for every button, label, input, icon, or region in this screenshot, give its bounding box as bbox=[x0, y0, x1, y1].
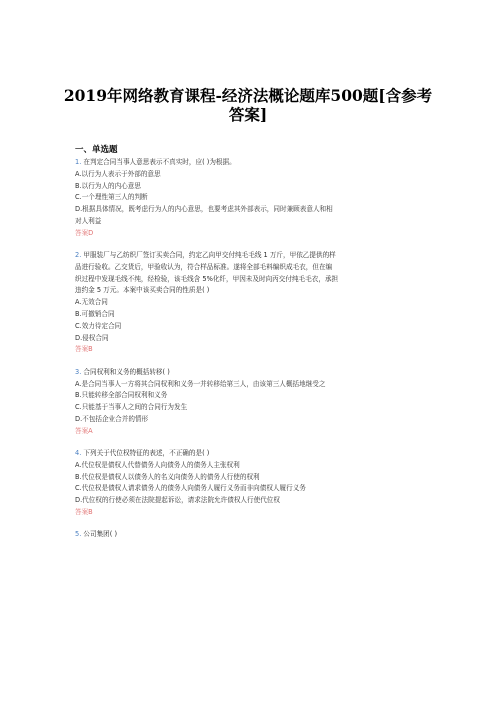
question-text: 在判定合同当事人意思表示不真实时，应( )为根据。 bbox=[83, 158, 236, 166]
question-text: 合同权利和义务的概括转移( ) bbox=[83, 367, 170, 376]
answer-label: 答案B bbox=[75, 508, 93, 517]
option-a: A.以行为人表示于外部的意思 bbox=[75, 169, 161, 178]
question-text-line: 织过程中发现毛线不纯，经检验，该毛线含 5%化纤，甲因未及时向丙交付纯毛毛衣，承担 bbox=[75, 274, 339, 283]
question-2 bbox=[75, 250, 435, 356]
question-stem bbox=[75, 367, 435, 379]
option-d: D.侵权合同 bbox=[75, 333, 109, 342]
question-number: 3. bbox=[75, 367, 82, 376]
question-number: 1. bbox=[75, 158, 82, 166]
answer-label: 答案B bbox=[75, 345, 93, 354]
question-number: 4. bbox=[75, 449, 82, 458]
title-line-2: 答案] bbox=[228, 105, 268, 124]
question-text-line: 品进行验收。乙交货后，甲验收认为，符合样品标准。遂将全部毛料编织成毛衣，但在编 bbox=[75, 262, 333, 271]
question-stem bbox=[75, 529, 435, 541]
option-a: A.无效合同 bbox=[75, 298, 108, 307]
question-stem bbox=[75, 157, 435, 169]
option-c: C.一个理性第三人的判断 bbox=[75, 193, 148, 202]
question-text: 下列关于代位权特征的表述，不正确的是( ) bbox=[83, 449, 210, 458]
option-a: A.代位权是债权人代替债务人向债务人的债务人主张权利 bbox=[75, 460, 240, 469]
question-text-line: 违约金 5 万元。本案中该买卖合同的性质是( ) bbox=[75, 286, 210, 295]
question-5 bbox=[75, 529, 435, 541]
option-c: C.只能基于当事人之间的合同行为发生 bbox=[75, 403, 188, 412]
question-text: 公司集团( ) bbox=[83, 530, 118, 539]
answer-label: 答案A bbox=[75, 426, 93, 435]
option-c: C.代位权是债权人请求债务人的债务人向债务人履行义务而非向债权人履行义务 bbox=[75, 484, 306, 493]
option-b: B.只能转移全部合同权利和义务 bbox=[75, 391, 168, 400]
title-line-1: 2019年网络教育课程-经济法概论题库500题[含参考 bbox=[63, 86, 433, 105]
question-text: 甲服装厂与乙纺织厂签订买卖合同，约定乙向甲交付纯毛毛线 1 万斤，甲依乙提供的样 bbox=[83, 251, 336, 260]
option-d: D.不包括企业合并的情形 bbox=[75, 414, 149, 423]
option-c: C.效力待定合同 bbox=[75, 321, 122, 330]
option-b: B.可撤销合同 bbox=[75, 310, 115, 319]
question-stem bbox=[75, 448, 435, 460]
option-b: B.代位权是债权人以债务人的名义向债务人的债务人行使的权利 bbox=[75, 472, 260, 481]
question-number: 5. bbox=[75, 530, 82, 539]
question-stem bbox=[75, 250, 435, 262]
question-number: 2. bbox=[75, 251, 82, 260]
option-d-continued: 对人利益 bbox=[75, 216, 102, 225]
question-list bbox=[75, 157, 435, 552]
question-3 bbox=[75, 367, 435, 438]
option-a: A.是合同当事人一方将其合同权利和义务一并转移给第三人，由该第三人概括地继受之 bbox=[75, 379, 326, 388]
section-heading: 一、单选题 bbox=[75, 145, 118, 155]
document-title bbox=[60, 86, 436, 124]
option-d: D.代位权的行使必须在法院提起诉讼，请求法院允许债权人行使代位权 bbox=[75, 496, 280, 505]
question-4 bbox=[75, 448, 435, 519]
option-b: B.以行为人的内心意思 bbox=[75, 181, 141, 190]
option-d: D.根据具体情况，既考虑行为人的内心意思，也要考虑其外部表示，同时兼顾表意人和相 bbox=[75, 205, 333, 214]
answer-label: 答案D bbox=[75, 228, 94, 237]
question-1 bbox=[75, 157, 435, 240]
